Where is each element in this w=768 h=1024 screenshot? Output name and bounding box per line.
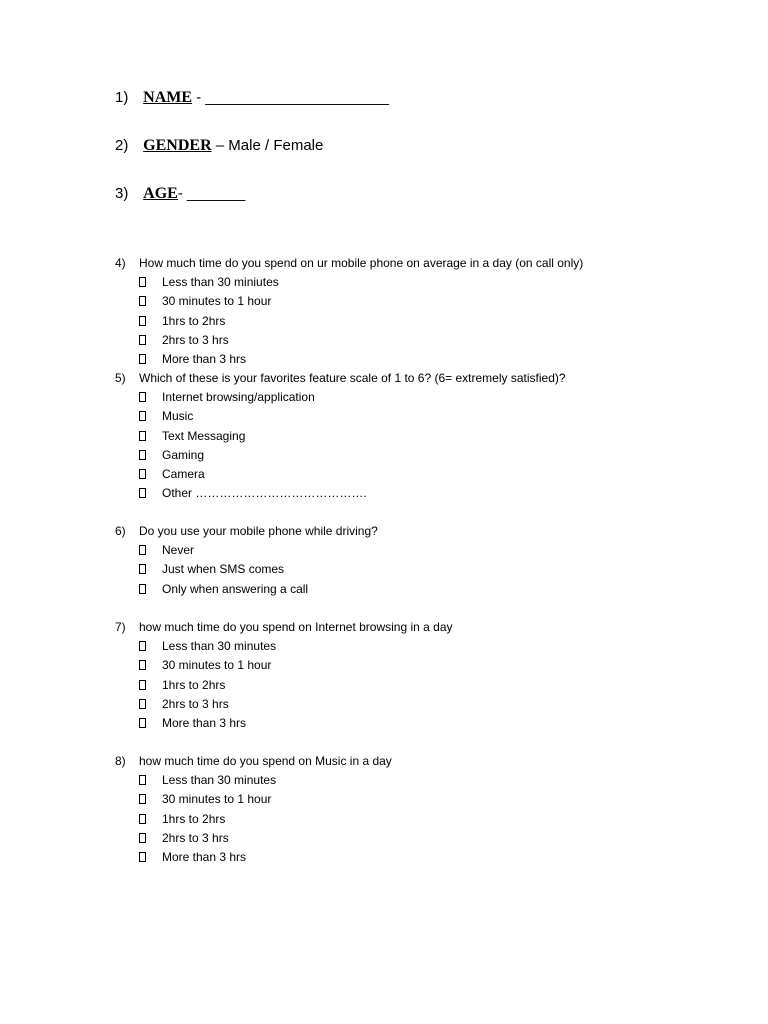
name-blank: - ______________________ [192,89,389,106]
option-label: Only when answering a call [162,581,309,596]
option-item [115,695,453,714]
option-label: Text Messaging [162,428,246,443]
checkbox[interactable] [139,431,146,441]
option-item [115,829,392,848]
option-item [115,541,378,560]
question-number: 4) [115,256,126,270]
option-item [115,580,378,599]
option-item [115,790,392,809]
checkbox[interactable] [139,411,146,421]
option-label: Less than 30 minutes [162,773,277,788]
option-label: Just when SMS comes [162,562,285,577]
question-number: 7) [115,620,126,634]
question-label: how much time do you spend on Internet browsing in a day [139,620,453,634]
option-label: More than 3 hrs [162,351,247,366]
question-5 [115,369,566,503]
question-text [115,618,453,637]
gender-label: GENDER [143,137,212,154]
checkbox[interactable] [139,718,146,728]
question-text [115,752,392,771]
options-list [115,637,453,733]
option-item [115,484,566,503]
question-text [115,369,566,388]
option-item [115,273,583,292]
question-label: Do you use your mobile phone while driving? [139,524,378,538]
option-item [115,350,583,369]
checkbox[interactable] [139,335,146,345]
option-label: Less than 30 miniutes [162,275,279,290]
question-number: 8) [115,754,126,768]
option-item [115,427,566,446]
checkbox[interactable] [139,392,146,402]
checkbox[interactable] [139,488,146,498]
checkbox[interactable] [139,354,146,364]
age-label: AGE [143,185,178,202]
checkbox[interactable] [139,545,146,555]
age-blank: - _______ [177,185,246,202]
option-item [115,714,453,733]
question-label: How much time do you spend on ur mobile phone on average in a day (on call only) [139,256,584,270]
option-label: Camera [162,466,205,481]
question-7 [115,618,453,733]
name-label: NAME [143,89,193,106]
checkbox[interactable] [139,277,146,287]
checkbox[interactable] [139,775,146,785]
option-label: Never [162,543,195,558]
checkbox[interactable] [139,450,146,460]
question-8 [115,752,392,867]
option-label: More than 3 hrs [162,849,247,864]
checkbox[interactable] [139,584,146,594]
option-label: 1hrs to 2hrs [162,811,226,826]
option-label: 30 minutes to 1 hour [162,792,272,807]
option-label: 1hrs to 2hrs [162,677,226,692]
question-label: how much time do you spend on Music in a day [139,754,392,768]
gender-options: – Male / Female [211,137,324,154]
option-item [115,676,453,695]
options-list [115,388,566,503]
gender-field [115,136,323,156]
question-number: 6) [115,524,126,538]
options-list [115,273,583,369]
checkbox[interactable] [139,469,146,479]
question-number: 5) [115,371,126,385]
option-label: Internet browsing/application [162,390,315,405]
option-item [115,637,453,656]
option-item [115,771,392,790]
checkbox[interactable] [139,316,146,326]
option-label: More than 3 hrs [162,715,247,730]
checkbox[interactable] [139,794,146,804]
question-6 [115,522,378,599]
option-label: 2hrs to 3 hrs [162,830,229,845]
option-label: Gaming [162,447,205,462]
checkbox[interactable] [139,814,146,824]
name-field [115,88,389,108]
option-item [115,465,566,484]
option-item [115,312,583,331]
checkbox[interactable] [139,833,146,843]
question-number: 3) [115,185,129,202]
age-field [115,184,245,204]
option-item [115,292,583,311]
option-item [115,560,378,579]
option-label: 2hrs to 3 hrs [162,696,229,711]
option-label: 1hrs to 2hrs [162,313,226,328]
question-4 [115,254,583,369]
question-text [115,522,378,541]
option-label: 30 minutes to 1 hour [162,658,272,673]
checkbox[interactable] [139,641,146,651]
option-item [115,656,453,675]
option-label: 2hrs to 3 hrs [162,332,229,347]
option-label: Other ……………………………………. [162,486,367,501]
option-item [115,388,566,407]
option-item [115,810,392,829]
option-item [115,331,583,350]
options-list [115,771,392,867]
checkbox[interactable] [139,660,146,670]
checkbox[interactable] [139,852,146,862]
options-list [115,541,378,599]
checkbox[interactable] [139,680,146,690]
checkbox[interactable] [139,564,146,574]
question-label: Which of these is your favorites feature scale of 1 to 6? (6= extremely satisfied)? [139,371,566,385]
option-label: Less than 30 minutes [162,639,277,654]
option-label: Music [162,409,194,424]
option-item [115,446,566,465]
option-label: 30 minutes to 1 hour [162,294,272,309]
option-item [115,407,566,426]
checkbox[interactable] [139,699,146,709]
question-number: 1) [115,89,129,106]
question-number: 2) [115,137,129,154]
question-text [115,254,583,273]
checkbox[interactable] [139,296,146,306]
option-item [115,848,392,867]
